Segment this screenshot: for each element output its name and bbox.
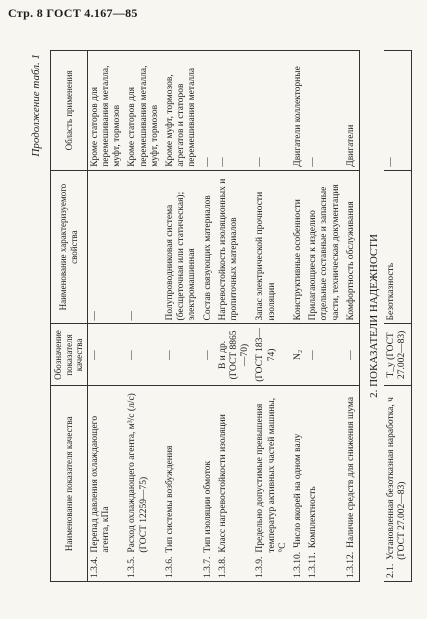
indicator-cell [125,386,163,582]
application-area: — [384,51,411,171]
application-area: Кроме статоров для перемешивания металла, муфт, тормозов [125,51,163,171]
application-area: — [216,51,254,171]
indicator-cell [344,386,360,582]
row-number: 1.3.9. [255,556,266,578]
indicator-name: Тип системы возбуждения [165,445,176,553]
row-number: 1.3.7. [202,556,213,578]
indicator-cell [306,386,344,582]
indicator-name: Предельно допустимые превышения температур активных частей машины, °C [255,397,288,553]
table-row [384,51,411,582]
table-row [344,51,360,582]
application-area: — [201,51,216,171]
characterized-property: Полупроводниковая система (бесщеточная или статическая); электромашинная [163,170,201,324]
table-row [87,51,125,582]
characterized-property: — [125,170,163,324]
table-row [216,51,254,582]
indicator-cell [291,386,306,582]
row-number: 1.3.4. [89,556,100,578]
table-row [306,51,344,582]
indicator-name: Расход охлаждающего агента, м³/с (л/с) (ГОСТ 12259—75) [127,393,149,553]
table-caption: Продолжение табл. 1 [30,54,42,157]
section-title: 2. ПОКАЗАТЕЛИ НАДЕЖНОСТИ [368,234,381,398]
indicator-symbol: — [201,324,216,386]
column-header: Область применения [51,51,88,171]
row-number: 1.3.8. [217,556,228,578]
indicator-name: Комплектность [308,486,319,549]
indicator-symbol: — [125,324,163,386]
indicator-cell [384,386,411,582]
characterized-property: Состав связующих материалов [201,170,216,324]
indicator-symbol: — [87,324,125,386]
characterized-property: Нагревостойкость изоляционных и пропиточных материалов [216,170,254,324]
indicator-symbol: (ГОСТ 183—74) [253,324,291,386]
application-area: — [306,51,344,171]
column-header: Обозначение показателя качества [51,324,88,386]
indicator-symbol: N₂ [291,324,306,386]
indicator-name: Тип изоляции обмоток [202,460,213,553]
indicator-cell [253,386,291,582]
characterized-property: Прилагающиеся к изделию отдельные составные и запасные части, техническая документация [306,170,344,324]
table-row [291,51,306,582]
indicator-name: Число якорей на одном валу [293,433,304,548]
page-header: Стр. 8 ГОСТ 4.167—85 [8,6,138,20]
row-number: 1.3.6. [165,556,176,578]
row-number: 1.3.12. [345,551,356,578]
characterized-property: Конструктивные особенности [291,170,306,324]
quality-indicators-table [50,50,360,582]
row-number: 1.3.5. [127,556,138,578]
indicator-name: Перепад давления охлаждающего агента, кПа [89,415,112,553]
indicator-name: Класс нагревостойкости изоляции [217,414,228,553]
row-number: 1.3.10. [293,551,304,578]
table-header-row [51,51,88,582]
column-header: Наименование характеризуемого свойства [51,170,88,324]
indicator-symbol: — [163,324,201,386]
column-header: Наименование показателя качества [51,386,88,582]
table-row [201,51,216,582]
characterized-property: Комфортность обслуживания [344,170,360,324]
characterized-property: — [87,170,125,324]
application-area: Кроме муфт, тормозов, агрегатов и статоров перемешивания металла [163,51,201,171]
indicator-name: Наличие средств для снижения шума [345,396,356,548]
application-area: Двигатели коллекторные [291,51,306,171]
indicator-symbol: — [344,324,360,386]
table-body [384,51,411,582]
indicator-symbol: T_y (ГОСТ 27.002—83) [384,324,411,386]
table-body [87,51,359,582]
indicator-name: Установленная безотказная наработка, ч (ГОСТ 27.002—83) [386,397,408,560]
table-row [125,51,163,582]
indicator-cell [87,386,125,582]
rotated-table-page [20,50,410,590]
indicator-cell [163,386,201,582]
table-wrapper [50,50,410,582]
indicator-symbol: B и др. (ГОСТ 8865—70) [216,324,254,386]
application-area: — [253,51,291,171]
row-number: 1.3.11. [308,552,319,578]
application-area: Кроме статоров для перемешивания металла, муфт, тормозов [87,51,125,171]
indicator-cell [216,386,254,582]
characterized-property: Безотказность [384,170,411,324]
table-row [253,51,291,582]
row-number: 2.1. [386,563,397,578]
indicator-cell [201,386,216,582]
application-area: Двигатели [344,51,360,171]
reliability-table [384,50,411,582]
indicator-symbol: — [306,324,344,386]
characterized-property: Запас электрической прочности изоляции [253,170,291,324]
table-row [163,51,201,582]
